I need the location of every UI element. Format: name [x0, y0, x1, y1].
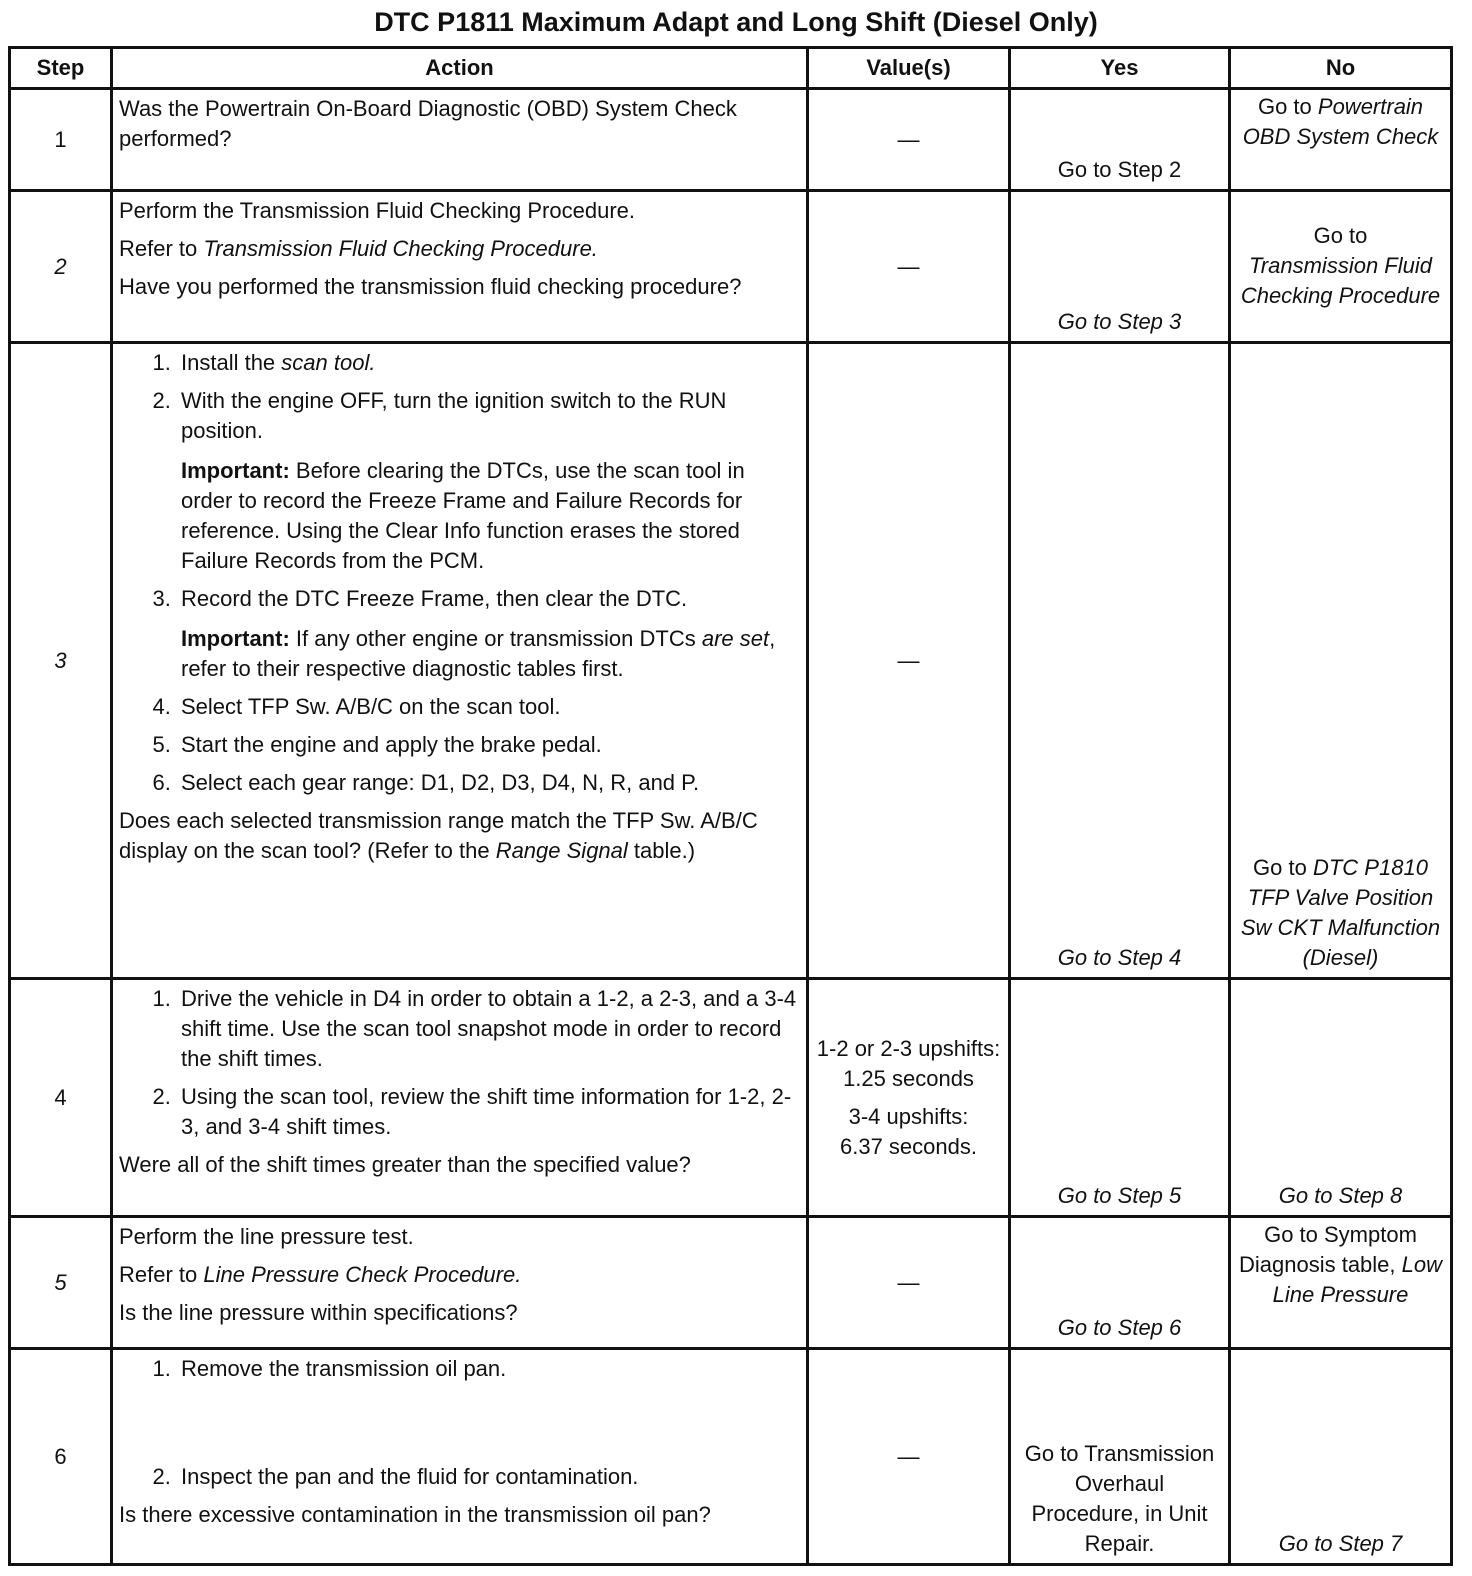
header-yes: Yes — [1010, 48, 1230, 89]
action-cell — [112, 343, 808, 979]
no-reference: Low Line Pressure — [1272, 1252, 1443, 1307]
step-number: 5 — [10, 1217, 112, 1349]
table-row — [10, 191, 1452, 343]
no-prefix: Go to — [1253, 855, 1307, 880]
table-row — [10, 89, 1452, 191]
action-cell — [112, 979, 808, 1217]
yes-cell: Go to Step 3 — [1010, 191, 1230, 343]
action-step: 6. Select each gear range: D1, D2, D3, D4, N, R, and P. — [177, 768, 800, 798]
table-reference: Range Signal — [495, 838, 628, 863]
no-cell — [1230, 89, 1452, 191]
step-number: 6 — [10, 1349, 112, 1565]
table-row — [10, 1217, 1452, 1349]
value-cell: — — [808, 191, 1010, 343]
page-title: DTC P1811 Maximum Adapt and Long Shift (Diesel Only) — [374, 7, 1098, 37]
important-label: Important: — [181, 458, 290, 483]
action-reference-line — [119, 234, 800, 264]
action-text: Was the Powertrain On-Board Diagnostic (OBD) System Check performed? — [119, 96, 737, 151]
value-cell: — — [808, 343, 1010, 979]
table-row — [10, 343, 1452, 979]
no-reference: Transmission Fluid Checking Procedure — [1240, 252, 1441, 308]
no-cell: Go to Step 7 — [1230, 1349, 1452, 1565]
header-action: Action — [112, 48, 808, 89]
important-text: If any other engine or transmission DTCs — [295, 626, 696, 651]
value-cell: — — [808, 1349, 1010, 1565]
important-label: Important: — [181, 626, 290, 651]
no-prefix: Go to — [1257, 94, 1312, 119]
action-step — [177, 584, 800, 684]
step-number: 2 — [10, 191, 112, 343]
action-step: 5. Start the engine and apply the brake pedal. — [177, 730, 800, 760]
action-cell — [112, 89, 808, 191]
header-row — [10, 48, 1452, 89]
tool-reference: scan tool. — [281, 350, 376, 375]
value-cell: — — [808, 89, 1010, 191]
action-step: 2. Using the scan tool, review the shift time information for 1-2, 2-3, and 3-4 shift times. — [177, 1082, 800, 1142]
action-cell — [112, 191, 808, 343]
refer-prefix: Refer to — [119, 1262, 198, 1287]
important-note — [181, 624, 800, 684]
header-no: No — [1230, 48, 1452, 89]
action-step-text: Install the — [181, 350, 276, 375]
value-line: 1-2 or 2-3 upshifts: — [816, 1035, 1001, 1061]
yes-cell: Go to Transmission Overhaul Procedure, in Unit Repair. — [1010, 1349, 1230, 1565]
yes-cell: Go to Step 2 — [1010, 89, 1230, 191]
step-number: 4 — [10, 979, 112, 1217]
no-cell — [1230, 191, 1452, 343]
action-line: Perform the Transmission Fluid Checking Procedure. — [119, 198, 635, 223]
yes-cell: Go to Step 6 — [1010, 1217, 1230, 1349]
value-cell — [808, 979, 1010, 1217]
value-line: 6.37 seconds. — [840, 1133, 977, 1159]
action-step: 4. Select TFP Sw. A/B/C on the scan tool. — [177, 692, 800, 722]
yes-cell: Go to Step 5 — [1010, 979, 1230, 1217]
action-question: Were all of the shift times greater than the specified value? — [119, 1152, 691, 1177]
action-step: 1. Drive the vehicle in D4 in order to obtain a 1-2, a 2-3, and a 3-4 shift time. Use the scan tool snapshot mode in order to record the shift times. — [177, 984, 800, 1074]
question-text: Does each selected transmission range match the TFP Sw. A/B/C display on the scan tool? (Refer to the — [119, 808, 758, 863]
value-line: 3-4 upshifts: — [848, 1103, 969, 1129]
no-cell — [1230, 343, 1452, 979]
action-step-text: Record the DTC Freeze Frame, then clear the DTC. — [181, 586, 688, 611]
action-question — [119, 806, 800, 866]
action-step: 1. Remove the transmission oil pan. — [177, 1354, 800, 1384]
procedure-reference: Line Pressure Check Procedure. — [203, 1262, 522, 1287]
no-prefix: Go to Symptom Diagnosis table, — [1238, 1222, 1417, 1277]
action-cell — [112, 1349, 808, 1565]
diagnostic-table — [8, 46, 1453, 1566]
important-text: , refer to their respective diagnostic tables first. — [181, 626, 776, 681]
no-cell — [1230, 1217, 1452, 1349]
no-reference: DTC P1810 TFP Valve Position Sw CKT Malfunction (Diesel) — [1240, 855, 1441, 970]
action-step — [177, 348, 800, 378]
action-question: Have you performed the transmission fluid checking procedure? — [119, 274, 742, 299]
action-step: 2. Inspect the pan and the fluid for contamination. — [177, 1462, 800, 1492]
no-reference: Powertrain OBD System Check — [1242, 94, 1439, 149]
important-text: Before clearing the DTCs, use the scan tool in order to record the Freeze Frame and Failure Records for reference. Using the Clear Info function erases the stored Failure Records from the PCM. — [181, 458, 745, 573]
no-prefix: Go to — [1313, 222, 1368, 248]
header-values: Value(s) — [808, 48, 1010, 89]
value-line: 1.25 seconds — [843, 1065, 974, 1091]
header-step: Step — [10, 48, 112, 89]
table-row — [10, 979, 1452, 1217]
action-cell — [112, 1217, 808, 1349]
important-note — [181, 456, 800, 576]
no-cell: Go to Step 8 — [1230, 979, 1452, 1217]
action-reference-line — [119, 1260, 800, 1290]
action-question: Is there excessive contamination in the transmission oil pan? — [119, 1502, 711, 1527]
step-number: 1 — [10, 89, 112, 191]
refer-prefix: Refer to — [119, 236, 198, 261]
important-emphasis: are set — [701, 626, 770, 651]
question-text: table.) — [633, 838, 696, 863]
action-step-text: With the engine OFF, turn the ignition switch to the RUN position. — [181, 388, 727, 443]
table-row — [10, 1349, 1452, 1565]
action-step — [177, 386, 800, 576]
yes-cell: Go to Step 4 — [1010, 343, 1230, 979]
value-cell: — — [808, 1217, 1010, 1349]
action-question: Is the line pressure within specifications? — [119, 1300, 518, 1325]
action-line: Perform the line pressure test. — [119, 1224, 414, 1249]
step-number: 3 — [10, 343, 112, 979]
procedure-reference: Transmission Fluid Checking Procedure. — [203, 236, 598, 261]
